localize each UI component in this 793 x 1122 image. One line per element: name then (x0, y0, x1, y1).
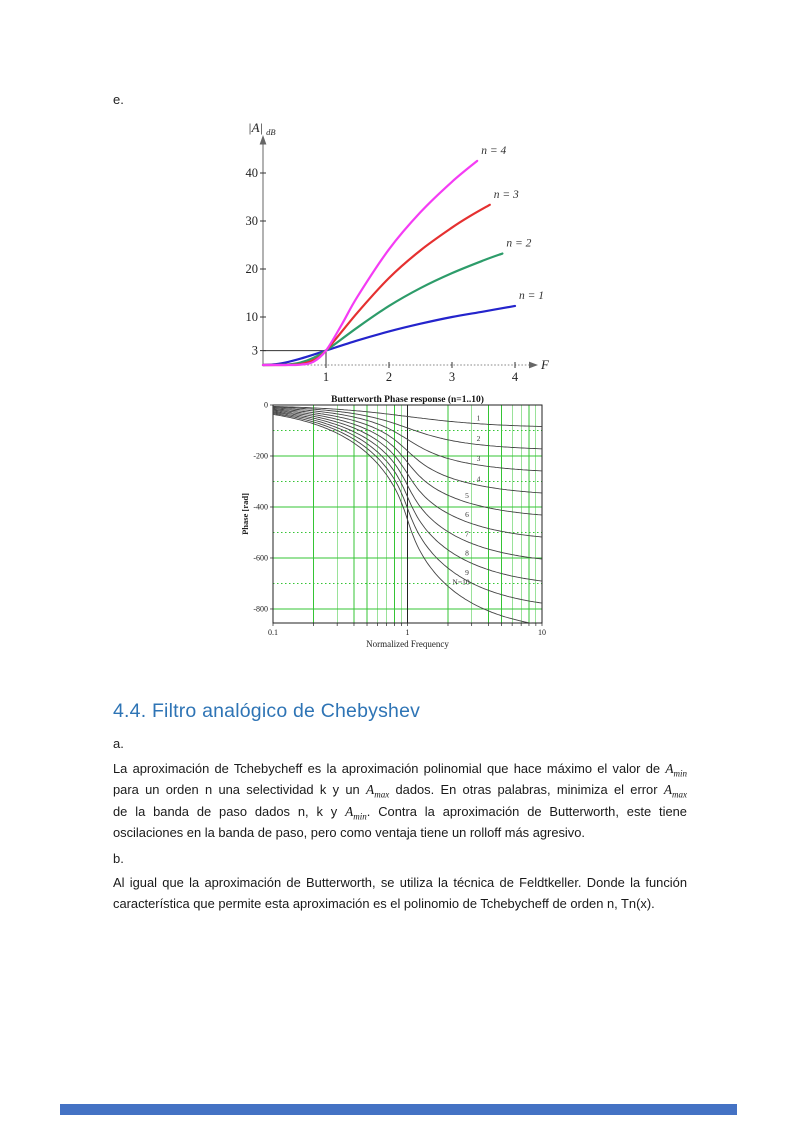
svg-text:8: 8 (465, 548, 469, 558)
svg-text:40: 40 (245, 166, 258, 180)
svg-text:Phase [rad]: Phase [rad] (240, 493, 250, 535)
svg-text:7: 7 (465, 529, 469, 539)
svg-text:n = 1: n = 1 (519, 289, 545, 302)
svg-text:-600: -600 (253, 553, 268, 563)
svg-text:20: 20 (245, 262, 258, 276)
svg-text:Butterworth Phase response (n=: Butterworth Phase response (n=1..10) (331, 395, 484, 405)
svg-text:2: 2 (385, 370, 393, 384)
list-item-label-b: b. (113, 851, 124, 866)
svg-text:N=10: N=10 (452, 577, 470, 587)
svg-text:5: 5 (465, 490, 469, 500)
list-item-label-e: e. (113, 92, 124, 107)
list-item-label-a: a. (113, 736, 124, 751)
svg-text:30: 30 (245, 214, 258, 228)
svg-text:0: 0 (264, 400, 268, 410)
svg-text:-400: -400 (253, 502, 268, 512)
svg-text:6: 6 (465, 510, 469, 520)
svg-text:|A|dB: |A| $_{dB}$ (248, 120, 276, 137)
svg-text:10: 10 (245, 310, 258, 324)
svg-text:3: 3 (476, 454, 481, 464)
svg-text:4: 4 (476, 474, 481, 484)
svg-text:n = 4: n = 4 (481, 144, 507, 157)
paragraph-a: La aproximación de Tchebycheff es la aproximación polinomial que hace máximo el valor de $A_{min}$ para un orden n una selectividad k y un $A_{max}$ dados. En otras palabras, minimiza el error $A_{max}$ de la banda de paso dados n, k y $A_{min}$. Contra la aproximación de Butterworth, este tiene oscilaciones en la banda de paso, pero como ventaja tiene un rolloff más agresivo. (113, 761, 687, 841)
svg-text:-200: -200 (253, 451, 268, 461)
table-header-bar (60, 1104, 737, 1115)
svg-text:1: 1 (322, 370, 330, 384)
svg-text:1: 1 (405, 628, 410, 637)
svg-text:3: 3 (251, 343, 258, 358)
butterworth-attenuation-chart (245, 116, 550, 388)
svg-text:F: F (541, 357, 549, 372)
paragraph-b: Al igual que la aproximación de Butterworth, se utiliza la técnica de Feldtkeller. Donde la función característica que permite esta aproximación es el polinomio de Tchebycheff de orden n, Tn(x). (113, 875, 687, 912)
svg-text:4: 4 (511, 370, 519, 384)
svg-text:9: 9 (465, 567, 469, 577)
svg-text:n = 3: n = 3 (493, 188, 519, 201)
svg-text:10: 10 (538, 628, 546, 637)
section-heading: 4.4. Filtro analógico de Chebyshev (113, 700, 421, 722)
svg-text:1: 1 (476, 413, 481, 423)
svg-text:n = 2: n = 2 (506, 237, 532, 250)
svg-text:2: 2 (476, 434, 481, 444)
svg-text:Normalized Frequency: Normalized Frequency (366, 639, 449, 649)
butterworth-phase-chart (238, 393, 550, 659)
svg-text:0.1: 0.1 (268, 628, 278, 637)
svg-text:3: 3 (448, 370, 456, 384)
svg-text:-800: -800 (253, 604, 268, 614)
